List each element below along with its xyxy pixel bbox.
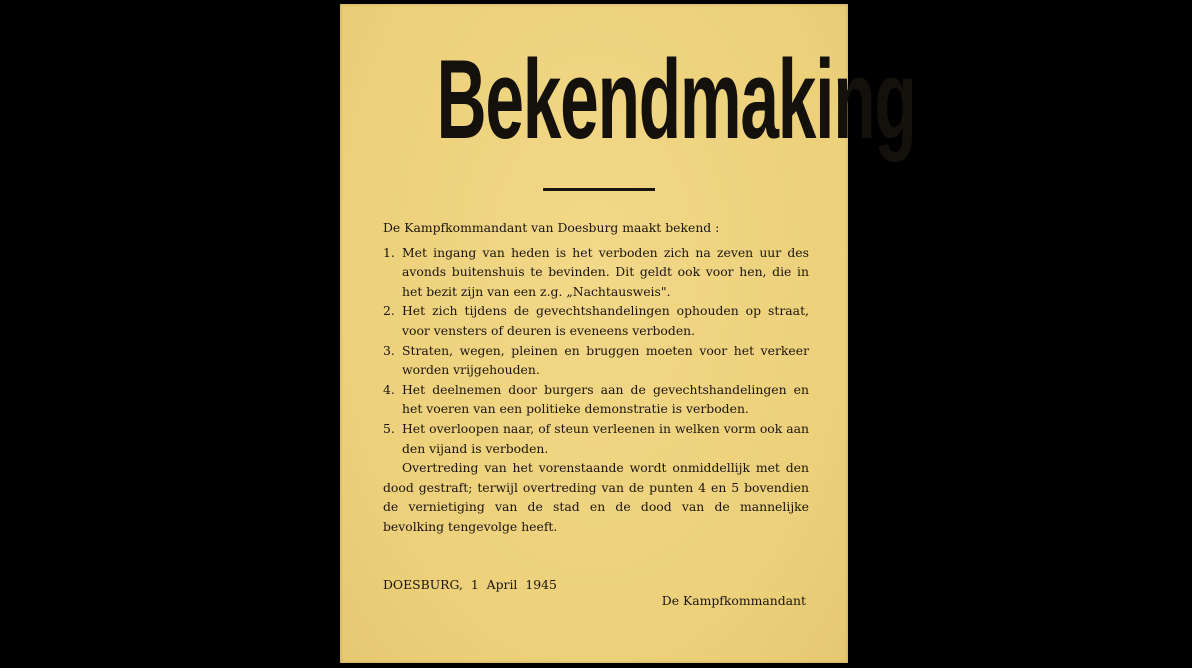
- poster-title: Bekendmaking: [436, 37, 916, 162]
- place-date: DOESBURG, 1 April 1945: [383, 577, 557, 592]
- item-number: 5.: [383, 420, 395, 436]
- regulation-item: [383, 419, 809, 458]
- item-number: 2.: [383, 303, 395, 319]
- item-text: Het zich tijdens de gevechtshandelingen ophouden op straat, voor vensters of deuren is eveneens verboden.: [402, 303, 809, 338]
- poster: [340, 4, 916, 663]
- poster-body: [383, 218, 809, 537]
- item-text: Het deelnemen door burgers aan de gevechtshandelingen en het voeren van een politieke demonstratie is verboden.: [402, 381, 809, 417]
- signature: De Kampfkommandant: [661, 593, 806, 608]
- title-divider: [543, 188, 655, 191]
- item-number: 4.: [383, 381, 395, 397]
- regulation-item: [383, 301, 809, 340]
- item-text: Met ingang van heden is het verboden zich na zeven uur des avonds buitenshuis te bevinden. Dit geldt ook voor hen, die in het bezit zijn van een z.g. „Nachtausweis".: [402, 244, 809, 299]
- item-text: Straten, wegen, pleinen en bruggen moeten voor het verkeer worden vrijgehouden.: [402, 342, 809, 378]
- item-number: 1.: [383, 244, 395, 260]
- regulation-item: [383, 380, 809, 419]
- regulation-item: [383, 243, 809, 302]
- penalty-text: Overtreding van het vorenstaande wordt onmiddellijk met den dood gestraft; terwijl overtreding van de punten 4 en 5 bovendien de vernietiging van de stad en de dood van de mannelijke bevolking tengevolge heeft.: [383, 460, 809, 534]
- regulation-item: [383, 341, 809, 380]
- intro-text: De Kampfkommandant van Doesburg maakt bekend :: [383, 220, 720, 235]
- item-number: 3.: [383, 342, 395, 358]
- regulations-list: [383, 243, 809, 459]
- item-text: Het overloopen naar, of steun verleenen in welken vorm ook aan den vijand is verboden.: [402, 420, 809, 456]
